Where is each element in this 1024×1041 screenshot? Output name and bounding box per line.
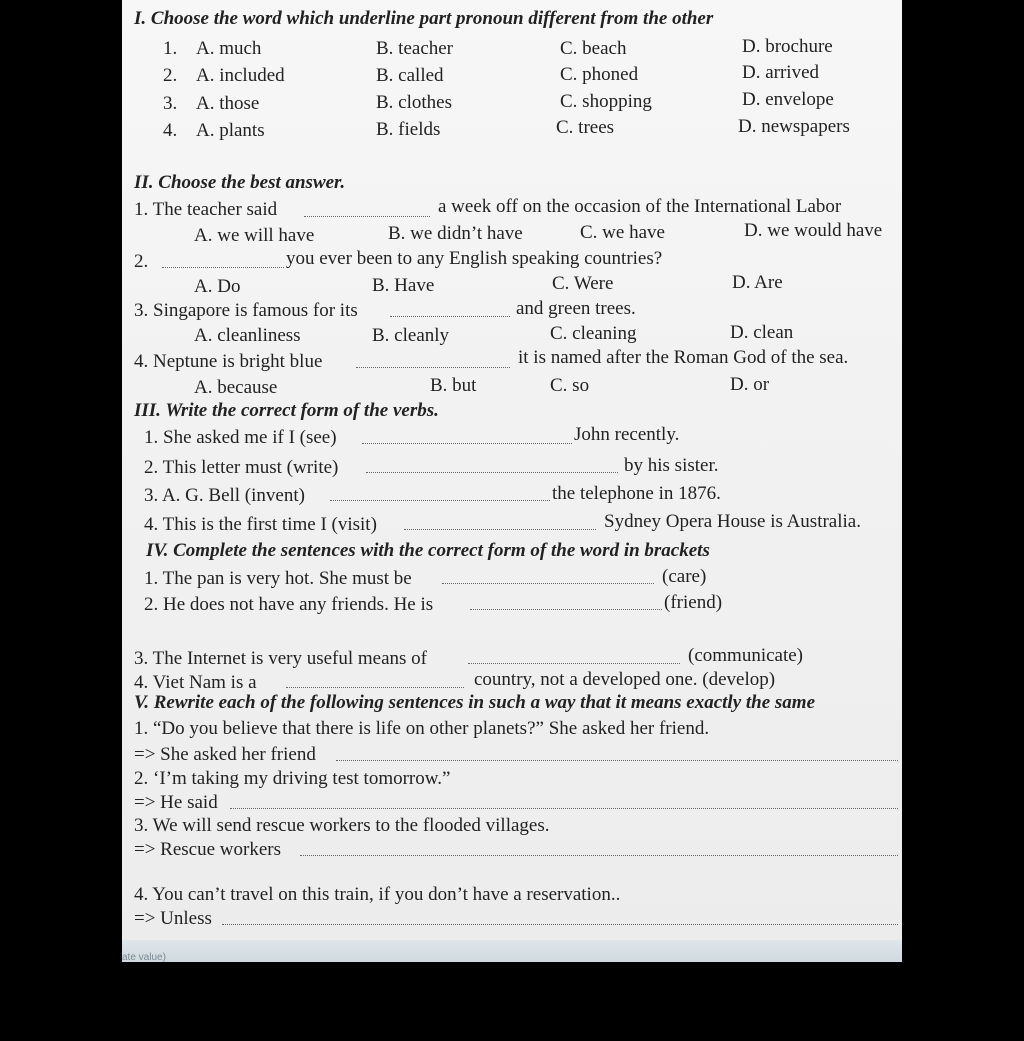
s4-q2-post: (friend) [664, 592, 723, 613]
section-1-title: I. Choose the word which underline part pronoun different from the other [134, 8, 714, 29]
s3-q1-blank [362, 443, 572, 444]
s3-q2-pre: 2. This letter must (write) [144, 457, 339, 478]
s4-q2-blank [470, 609, 662, 610]
s1-q1-num: 1. [163, 38, 178, 59]
s2-q4-post: it is named after the Roman God of the sea. [518, 347, 849, 368]
s2-q3-d: D. clean [730, 322, 794, 343]
s2-q3-post: and green trees. [516, 298, 636, 319]
s4-q4-pre: 4. Viet Nam is a [134, 672, 257, 693]
s1-q1-a: A. much [196, 38, 262, 59]
s2-q4-pre: 4. Neptune is bright blue [134, 351, 323, 372]
s3-q2-post: by his sister. [624, 455, 719, 476]
s5-q2: 2. ‘I’m taking my driving test tomorrow.” [134, 768, 451, 789]
s1-q1-c: C. beach [560, 38, 627, 59]
s1-q3-a: A. those [196, 93, 260, 114]
section-5-title: V. Rewrite each of the following sentences in such a way that it means exactly the same [134, 692, 816, 713]
s2-q2-a: A. Do [194, 276, 241, 297]
s4-q4-blank [286, 687, 464, 688]
s1-q4-c: C. trees [556, 117, 615, 138]
s4-q1-blank [442, 583, 654, 584]
s1-q4-num: 4. [163, 120, 178, 141]
s2-q2-b: B. Have [372, 275, 435, 296]
s4-q3-pre: 3. The Internet is very useful means of [134, 648, 428, 669]
section-2-title: II. Choose the best answer. [134, 172, 346, 193]
s2-q3-c: C. cleaning [550, 323, 637, 344]
s5-q1: 1. “Do you believe that there is life on other planets?” She asked her friend. [134, 718, 710, 739]
s2-q3-a: A. cleanliness [194, 325, 301, 346]
s4-q4-post: country, not a developed one. (develop) [474, 669, 776, 690]
s3-q3-blank [330, 500, 550, 501]
s5-q2-answer-prefix: => He said [134, 792, 218, 813]
s1-q1-b: B. teacher [376, 38, 454, 59]
s1-q4-b: B. fields [376, 119, 441, 140]
s5-q1-answer-prefix: => She asked her friend [134, 744, 316, 765]
s2-q4-blank [356, 367, 510, 368]
s1-q2-d: D. arrived [742, 62, 820, 83]
s3-q4-pre: 4. This is the first time I (visit) [144, 514, 377, 535]
s2-q1-a: A. we will have [194, 225, 315, 246]
s2-q2-num: 2. [134, 251, 149, 272]
s3-q3-post: the telephone in 1876. [552, 483, 721, 504]
s2-q3-b: B. cleanly [372, 325, 450, 346]
s5-q4-answer-line[interactable] [222, 924, 898, 925]
s5-q4-answer-prefix: => Unless [134, 908, 212, 929]
s2-q3-pre: 3. Singapore is famous for its [134, 300, 358, 321]
s3-q4-post: Sydney Opera House is Australia. [604, 511, 861, 532]
s5-q3: 3. We will send rescue workers to the flooded villages. [134, 815, 550, 836]
s5-q3-answer-line[interactable] [300, 855, 898, 856]
s2-q4-d: D. or [730, 374, 770, 395]
s4-q1-pre: 1. The pan is very hot. She must be [144, 568, 412, 589]
s3-q2-blank [366, 472, 618, 473]
s2-q1-pre: 1. The teacher said [134, 199, 278, 220]
s2-q4-b: B. but [430, 375, 477, 396]
s5-q3-answer-prefix: => Rescue workers [134, 839, 281, 860]
s2-q1-post: a week off on the occasion of the International Labor [438, 196, 842, 217]
s1-q3-b: B. clothes [376, 92, 452, 113]
s5-q4: 4. You can’t travel on this train, if you don’t have a reservation.. [134, 884, 621, 905]
s1-q2-num: 2. [163, 65, 178, 86]
s3-q1-pre: 1. She asked me if I (see) [144, 427, 337, 448]
bottom-strip [122, 940, 902, 962]
s5-q1-answer-line[interactable] [336, 760, 898, 761]
s2-q1-blank [304, 216, 430, 217]
s1-q3-num: 3. [163, 93, 178, 114]
s2-q1-c: C. we have [580, 222, 665, 243]
s3-q3-pre: 3. A. G. Bell (invent) [144, 485, 305, 506]
s4-q3-blank [468, 663, 680, 664]
s1-q2-b: B. called [376, 65, 444, 86]
s2-q2-blank [162, 267, 284, 268]
s4-q1-post: (care) [662, 566, 707, 587]
s3-q1-post: John recently. [574, 424, 680, 445]
s3-q4-blank [404, 529, 596, 530]
s2-q1-d: D. we would have [744, 220, 883, 241]
s2-q2-post: you ever been to any English speaking countries? [286, 248, 663, 269]
section-3-title: III. Write the correct form of the verbs. [134, 400, 439, 421]
s2-q2-c: C. Were [552, 273, 614, 294]
s2-q4-c: C. so [550, 375, 590, 396]
s1-q3-c: C. shopping [560, 91, 652, 112]
s4-q2-pre: 2. He does not have any friends. He is [144, 594, 434, 615]
s1-q1-d: D. brochure [742, 36, 833, 57]
s1-q2-c: C. phoned [560, 64, 639, 85]
s2-q4-a: A. because [194, 377, 278, 398]
s1-q4-a: A. plants [196, 120, 265, 141]
s2-q1-b: B. we didn’t have [388, 223, 523, 244]
s5-q2-answer-line[interactable] [230, 808, 898, 809]
s4-q3-post: (communicate) [688, 645, 804, 666]
s1-q2-a: A. included [196, 65, 285, 86]
strip-text: ate value) [122, 952, 166, 963]
s2-q2-d: D. Are [732, 272, 783, 293]
s1-q3-d: D. envelope [742, 89, 834, 110]
s1-q4-d: D. newspapers [738, 116, 850, 137]
section-4-title: IV. Complete the sentences with the correct form of the word in brackets [146, 540, 710, 561]
s2-q3-blank [390, 316, 510, 317]
